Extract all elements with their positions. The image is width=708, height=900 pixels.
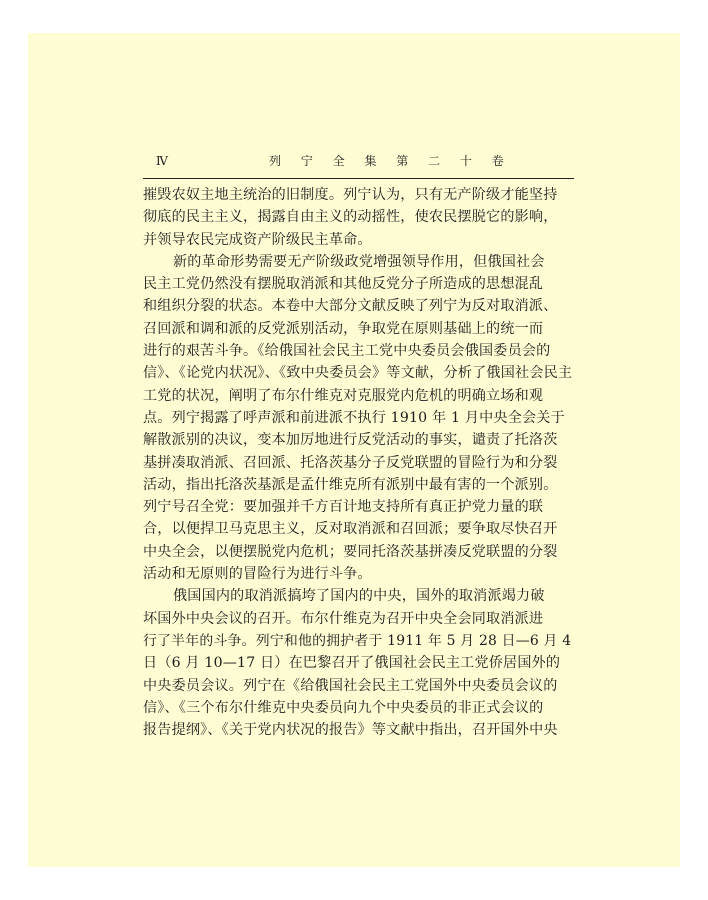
text-line: 报告提纲》、《关于党内状况的报告》等文献中指出，召开国外中央 <box>143 722 558 739</box>
text-line: 中央委员会议。列宁在《给俄国社会民主工党国外中央委员会议的 <box>143 677 558 694</box>
text-line: 并领导农民完成资产阶级民主革命。 <box>143 231 372 248</box>
text-line: 彻底的民主主义，揭露自由主义的动摇性，使农民摆脱它的影响， <box>143 209 558 226</box>
text-line: 活动和无原则的冒险行为进行斗争。 <box>143 566 372 583</box>
text-line: 基拼凑取消派、召回派、托洛茨基分子反党联盟的冒险行为和分裂 <box>143 454 558 471</box>
text-line: 进行的艰苦斗争。《给俄国社会民主工党中央委员会俄国委员会的 <box>143 343 551 360</box>
text-line: 点。列宁揭露了呼声派和前进派不执行 1910 年 1 月中央全会关于 <box>143 409 565 426</box>
text-line: 中央全会，以便摆脱党内危机；要同托洛茨基拼凑反党联盟的分裂 <box>143 543 558 560</box>
text-line: 活动，指出托洛茨基派是孟什维克所有派别中最有害的一个派别。 <box>143 476 558 493</box>
running-title: 列 宁 全 集 第 二 十 卷 <box>269 154 512 168</box>
text-line: 和组织分裂的状态。本卷中大部分文献反映了列宁为反对取消派、 <box>143 298 558 315</box>
text-line: 行了半年的斗争。列宁和他的拥护者于 1911 年 5 月 28 日—6 月 4 <box>143 632 572 649</box>
text-line: 解散派别的决议，变本加厉地进行反党活动的事实，谴责了托洛茨 <box>143 432 558 449</box>
body-text <box>143 184 574 741</box>
text-line: 信》、《三个布尔什维克中央委员向九个中央委员的非正式会议的 <box>143 699 544 716</box>
text-line: 列宁号召全党：要加强并千方百计地支持所有真正护党力量的联 <box>143 499 544 516</box>
text-line: 日（6 月 10—17 日）在巴黎召开了俄国社会民主工党侨居国外的 <box>143 655 561 672</box>
text-line: 召回派和调和派的反党派别活动，争取党在原则基础上的统一而 <box>143 320 544 337</box>
text-line: 俄国国内的取消派搞垮了国内的中央，国外的取消派竭力破 <box>173 588 545 605</box>
text-line: 坏国外中央会议的召开。布尔什维克为召开中央全会同取消派进 <box>143 610 544 627</box>
text-line: 摧毁农奴主地主统治的旧制度。列宁认为，只有无产阶级才能坚持 <box>143 187 558 203</box>
text-line: 工党的状况，阐明了布尔什维克对克服党内危机的明确立场和观 <box>143 387 544 404</box>
text-line: 信》、《论党内状况》、《致中央委员会》等文献，分析了俄国社会民主 <box>143 365 573 382</box>
text-line: 民主工党仍然没有摆脱取消派和其他反党分子所造成的思想混乱 <box>143 276 544 293</box>
page-number: Ⅳ <box>156 154 169 168</box>
text-line: 新的革命形势需要无产阶级政党增强领导作用，但俄国社会 <box>173 253 545 270</box>
text-line: 合，以便捍卫马克思主义，反对取消派和召回派；要争取尽快召开 <box>143 521 558 538</box>
running-header <box>150 153 564 169</box>
header-rule <box>143 178 574 179</box>
